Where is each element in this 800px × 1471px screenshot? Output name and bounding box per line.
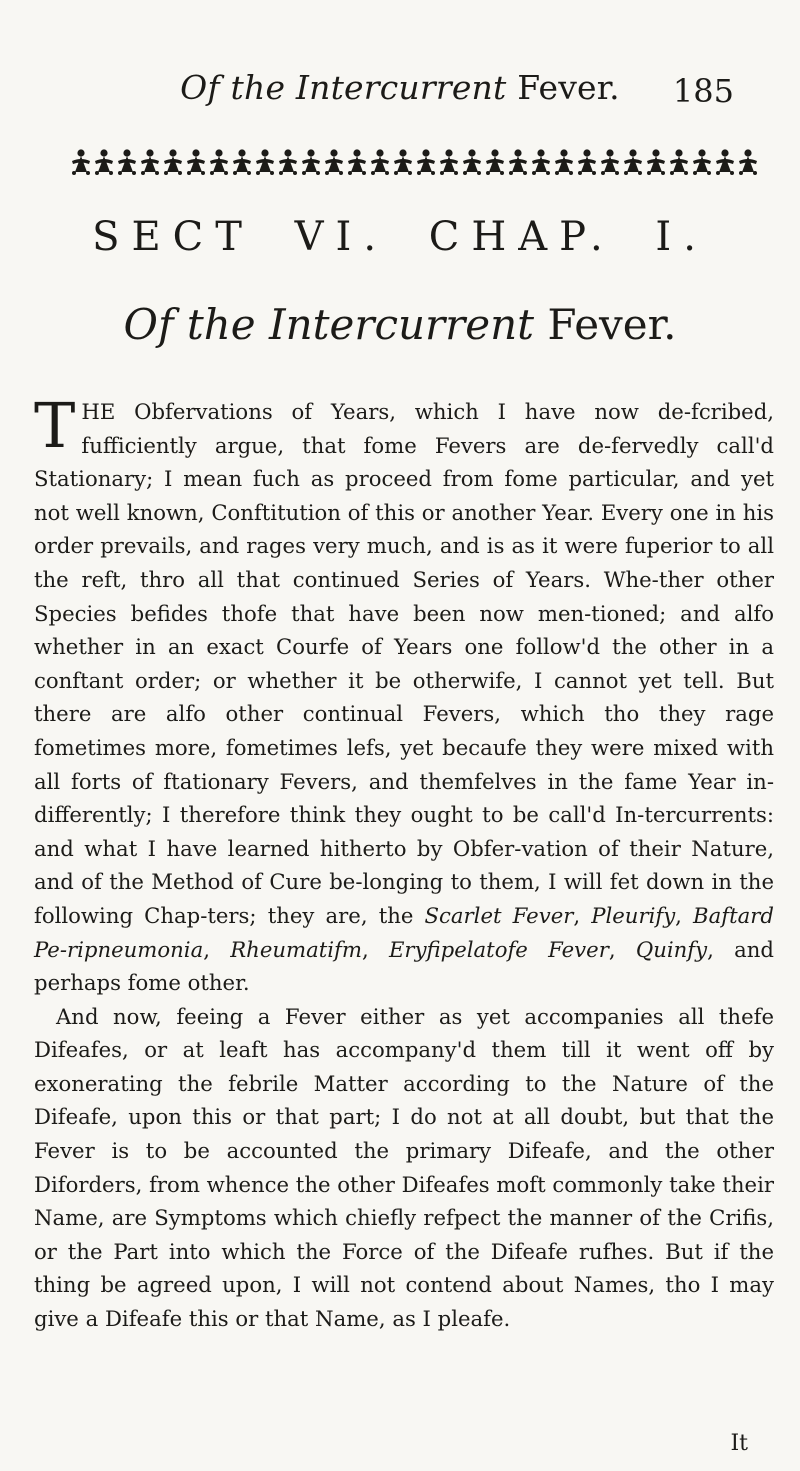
running-title-the: the [230,68,286,107]
running-title-fever: Fever. [517,68,620,107]
paragraph-1: THE Obfervations of Years, which I have now de-fcribed, fufficiently argue, that fome Fevers are de-fervedly call'd Stationary; I mean fuch as proceed from fome particular, and yet not well known, Conftitution of this or another Year. Every one in his order prevails, and rages very much, and is as it were fuperior to all the reft, thro all that continued Series of Years. Whe-ther other Species befides thofe that have been now men-tioned; and alfo whether in an exact Courfe of Years one follow'd the other in a conftant order; or whether it be otherwife, I cannot yet tell. But there are alfo other continual Fevers, which tho they rage fometimes more, fometimes lefs, yet becaufe they were mixed with all forts of ftationary Fevers, and themfelves in the fame Year in-differently; I therefore think they ought to be call'd In-tercurrents: and what I have learned hitherto by Obfer-vation of their Nature, and of the Method of Cure be-longing to them, I will fet down in the following Chap-ters; they are, the Scarlet Fever, Pleurify, Baftard Pe-ripneumonia, Rheumatifm, Eryfipelatofe Fever, Quinfy, and perhaps fome other. [34,389,774,996]
chapter-title-the: the [186,300,256,349]
page-number: 185 [672,72,734,110]
term-baftard-peripneumonia: Baftard Pe-ripneumonia [34,902,774,962]
term-rheumatifm: Rheumatifm [230,936,362,962]
section-heading: SECT VI. CHAP. I. [92,214,708,260]
paragraph-2: And now, feeing a Fever either as yet accompanies all thefe Difeafes, or at leaft has accompany'd them till it went off by exonerating the febrile Matter according to the Nature of the Difeafe, upon this or that part; I do not at all doubt, but that the Fever is to be accounted the primary Difeafe, and the other Diforders, from whence the other Difeafes moft commonly take their Name, are Symptoms which chiefly refpect the manner of the Crifis, or the Part into which the Force of the Difeafe rufhes. But if the thing be agreed upon, I will not contend about Names, tho I may give a Difeafe this or that Name, as I pleafe. [34,1003,774,1332]
body-text [34,389,774,1336]
running-title-intercurrent: Intercurrent [295,68,507,107]
paragraph-1-text-a: HE Obfervations of Years, which I have now de-fcribed, fufficiently argue, that fome Fevers are de-fervedly call'd Stationary; I mean fuch as proceed from fome particular, and yet not well known, Conftitution of this or another Year. Every one in his order prevails, and rages very much, and is as it were fuperior to all the reft, thro all that continued Series of Years. Whe-ther other Species befides thofe that have been now men-tioned; and alfo whether in an exact Courfe of Years one follow'd the other in a conftant order; or whether it be otherwife, I cannot yet tell. But there are alfo other continual Fevers, which tho they rage fometimes more, fometimes lefs, yet becaufe they were mixed with all forts of ftationary Fevers, and themfelves in the fame Year in-differently; I therefore think they ought to be call'd In-tercurrents: and what I have learned hitherto by Obfer-vation of their Nature, and of the Method of Cure be-longing to them, I will fet down in the following Chap-ters; they are, the [34,399,774,928]
term-eryfipelatofe-fever: Eryfipelatofe Fever [388,936,609,962]
catchword: It [730,1431,748,1456]
chapter-title-of: Of [123,300,174,349]
term-scarlet-fever: Scarlet Fever [424,902,574,928]
drop-cap: T [34,389,76,462]
chapter-title [0,300,800,349]
paragraph-1-text-b: and perhaps fome other. [34,936,774,996]
running-title-of: Of [180,68,220,107]
running-head [0,64,800,114]
term-pleurify: Pleurify [591,902,676,928]
chapter-title-intercurrent: Intercurrent [269,300,534,349]
chapter-title-fever: Fever. [547,300,677,349]
ornament-border [60,145,770,179]
term-quinfy: Quinfy [635,936,708,962]
ornament-border-icon [70,147,760,177]
